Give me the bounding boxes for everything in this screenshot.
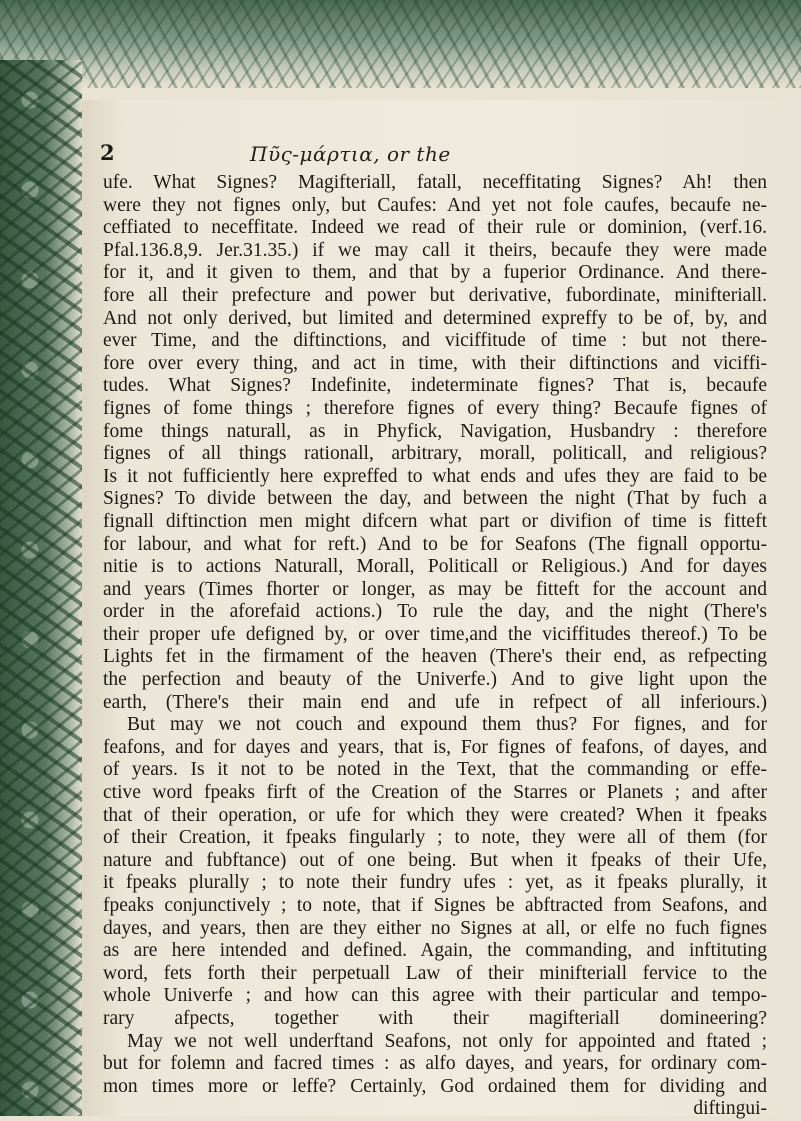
text-line: fignes of all things rationall, arbitrary, morall, politicall, and religious? bbox=[103, 443, 767, 465]
text-line: diftingui- bbox=[693, 1098, 767, 1120]
text-line: earth, (There's their main end and ufe in refpect of all inferiours.) bbox=[103, 691, 767, 713]
text-line: Pfal.136.8,9. Jer.31.35.) if we may call it theirs, becaufe they were made bbox=[103, 239, 767, 261]
text-line: tudes. What Signes? Indefinite, indeterminate fignes? That is, becaufe bbox=[103, 375, 767, 397]
text-line: dayes, and years, then are they either no Signes at all, or elfe no fuch fignes bbox=[103, 917, 767, 939]
text-line: fignall diftinction men might difcern what part or divifion of time is fitteft bbox=[103, 510, 767, 532]
text-line: and years (Times fhorter or longer, as may be fitteft for the account and bbox=[103, 578, 767, 600]
text-line: that of their operation, or ufe for which they were created? When it fpeaks bbox=[103, 804, 767, 826]
text-line: of their Creation, it fpeaks fingularly ; to note, they were all of them (for bbox=[103, 827, 767, 849]
text-line: the perfection and beauty of the Univerfe.) And to give light upon the bbox=[103, 669, 767, 691]
text-line: fore over every thing, and act in time, with their diftinctions and viciffi- bbox=[103, 352, 767, 374]
body-text bbox=[103, 172, 767, 1121]
running-head: Πῦς-μάρτια, or the bbox=[250, 142, 451, 166]
text-line: And not only derived, but limited and determined expreffy to be of, by, and bbox=[103, 307, 767, 329]
text-line: fore all their prefecture and power but derivative, fubordinate, minifteriall. bbox=[103, 284, 767, 306]
text-line: rary afpects, together with their magifteriall domineering? bbox=[103, 1007, 767, 1029]
text-line: mon times more or leffe? Certainly, God ordained them for dividing and bbox=[103, 1075, 767, 1097]
text-line: fpeaks conjunctively ; to note, that if Signes be abftracted from Seafons, and bbox=[103, 895, 767, 916]
text-line: nature and fubftance) out of one being. But when it fpeaks of their Ufe, bbox=[103, 849, 767, 871]
text-line: Signes? To divide between the day, and between the night (That by fuch a bbox=[103, 488, 767, 510]
text-line: fome things naturall, as in Phyfick, Navigation, Husbandry : therefore bbox=[103, 420, 767, 442]
text-line: nitie is to actions Naturall, Morall, Politicall or Religious.) And for dayes bbox=[103, 556, 767, 578]
text-line: ufe. What Signes? Magifteriall, fatall, neceffitating Signes? Ah! then bbox=[103, 172, 767, 193]
text-line: of years. Is it not to be noted in the Text, that the commanding or effe- bbox=[103, 759, 767, 781]
text-line: Is it not fufficiently here expreffed to what ends and ufes they are faid to be bbox=[103, 465, 767, 487]
text-line: for labour, and what for reft.) And to be for Seafons (The fignall opportu- bbox=[103, 533, 767, 555]
text-line: order in the aforefaid actions.) To rule the day, and the night (There's bbox=[103, 601, 767, 623]
decorative-border-left bbox=[0, 60, 82, 1116]
text-line: word, fets forth their perpetuall Law of their minifteriall fervice to the bbox=[103, 962, 767, 984]
text-line: it fpeaks plurally ; to note their fundry ufes : yet, as it fpeaks plurally, it bbox=[103, 872, 767, 894]
text-line: but for folemn and facred times : as alfo dayes, and years, for ordinary com- bbox=[103, 1053, 767, 1075]
text-line: as are here intended and defined. Again, the commanding, and inftituting bbox=[103, 940, 767, 962]
page-number: 2 bbox=[100, 140, 115, 165]
text-line: ctive word fpeaks firft of the Creation of the Starres or Planets ; and after bbox=[103, 782, 767, 804]
text-line: their proper ufe defigned by, or over time,and the viciffitudes thereof.) To be bbox=[103, 623, 767, 645]
text-line: for it, and it given to them, and that by a fuperior Ordinance. And there- bbox=[103, 262, 767, 284]
text-line: ever Time, and the diftinctions, and viciffitude of time : but not there- bbox=[103, 330, 767, 352]
text-line: whole Univerfe ; and how can this agree with their particular and tempo- bbox=[103, 985, 767, 1007]
text-line: feafons, and for dayes and years, that is, For fignes of feafons, of dayes, and bbox=[103, 736, 767, 758]
text-line: But may we not couch and expound them thus? For fignes, and for bbox=[127, 714, 767, 736]
text-line: Lights fet in the firmament of the heaven (There's their end, as refpecting bbox=[103, 646, 767, 668]
text-line: fignes of fome things ; therefore fignes of every thing? Becaufe fignes of bbox=[103, 397, 767, 419]
text-line: ceffiated to neceffitate. Indeed we read of their rule or dominion, (verf.16. bbox=[103, 217, 767, 239]
text-line: were they not fignes only, but Caufes: And yet not fole caufes, becaufe ne- bbox=[103, 194, 767, 216]
decorative-border-top bbox=[0, 0, 801, 88]
page-header bbox=[100, 140, 760, 172]
text-line: May we not well underftand Seafons, not only for appointed and ftated ; bbox=[127, 1030, 767, 1052]
